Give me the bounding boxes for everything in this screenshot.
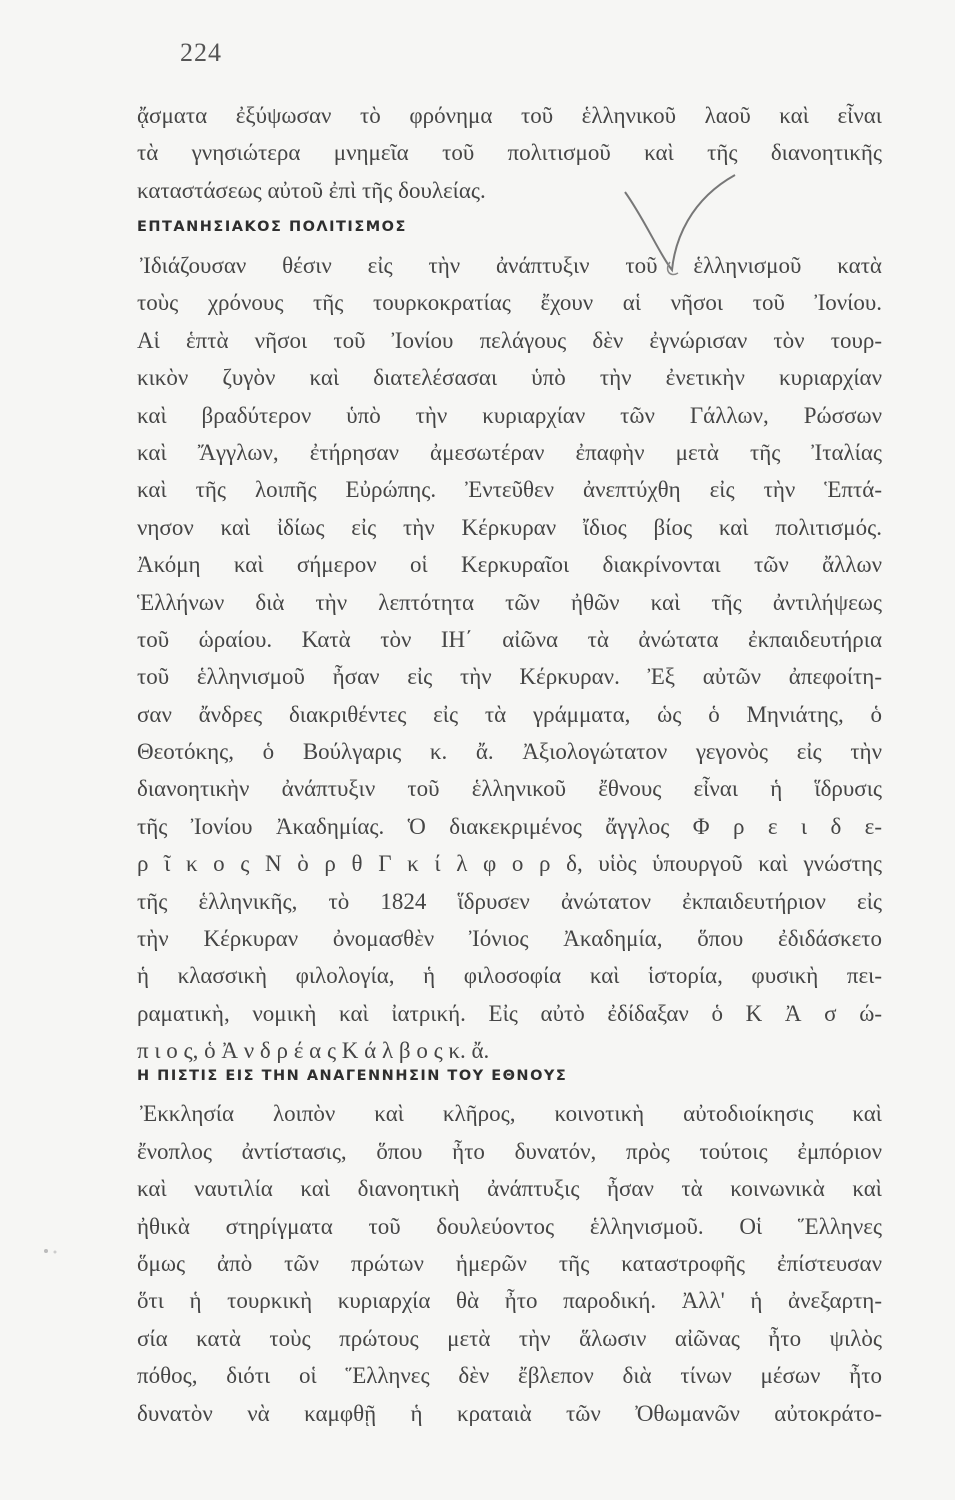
text-line: πόθος, διότι οἱ Ἕλληνες δὲν ἔβλεπον διὰ τίνων μέσων ἦτο (137, 1363, 882, 1389)
text-line: ᾄσματα ἐξύψωσαν τὸ φρόνημα τοῦ ἑλληνικοῦ λαοῦ καὶ εἶναι (137, 103, 882, 128)
text-line: τοῦ ἑλληνισμοῦ ἦσαν εἰς τὴν Κέρκυραν. Ἐξ αὐτῶν ἀπεφοίτη- (137, 664, 882, 690)
text-line: Ἀκόμη καὶ σήμερον οἱ Κερκυραῖοι διακρίνονται τῶν ἄλλων (137, 552, 882, 578)
paragraph-heptanese (137, 247, 882, 1070)
text-line: τῆς ἑλληνικῆς, τὸ 1824 ἵδρυσεν ἀνώτατον ἐκπαιδευτήριον εἰς (137, 888, 882, 914)
text-line: σαν ἄνδρες διακριθέντες εἰς τὰ γράμματα, ὡς ὁ Μηνιάτης, ὁ (137, 701, 882, 727)
text-line: ραματικὴ, νομικὴ καὶ ἰατρική. Εἰς αὐτὸ ἐδίδαξαν ὁ Κ Ἀ σ ώ- (137, 1000, 882, 1026)
text-line: διανοητικὴν ἀνάπτυξιν τοῦ ἑλληνικοῦ ἔθνους εἶναι ἡ ἵδρυσις (137, 776, 882, 802)
text-line: π ι ο ς, ὁ Ἀ ν δ ρ έ α ς Κ ά λ β ο ς κ. ἄ. (137, 1038, 490, 1064)
text-line: καὶ Ἄγγλων, ἐτήρησαν ἀμεσωτέραν ἐπαφὴν μετὰ τῆς Ἰταλίας (137, 439, 882, 465)
text-line: ἠθικὰ στηρίγματα τοῦ δουλεύοντος ἑλληνισμοῦ. Οἱ Ἕλληνες (137, 1213, 882, 1239)
text-line: κικὸν ζυγὸν καὶ διατελέσασαι ὑπὸ τὴν ἐνετικὴν κυριαρχίαν (137, 365, 882, 391)
text-line: καὶ βραδύτερον ὑπὸ τὴν κυριαρχίαν τῶν Γάλλων, Ρώσσων (137, 402, 882, 428)
text-line: ἔνοπλος ἀντίστασις, ὅπου ἦτο δυνατόν, πρὸς τούτοις ἐμπόριον (137, 1138, 882, 1164)
text-line: τῆς Ἰονίου Ἀκαδημίας. Ὁ διακεκριμένος ἄγγλος Φ ρ ε ι δ ε- (137, 813, 882, 839)
text-line: Θεοτόκης, ὁ Βούλγαρις κ. ἄ. Ἀξιολογώτατον γεγονὸς εἰς τὴν (137, 739, 882, 765)
text-line: Ἑλλήνων διὰ τὴν λεπτότητα τῶν ἠθῶν καὶ τῆς ἀντιλήψεως (137, 589, 882, 615)
text-line: καταστάσεως αὐτοῦ ἐπὶ τῆς δουλείας. (137, 177, 486, 203)
text-line: ρ ῖ κ ο ς Ν ὸ ρ θ Γ κ ί λ φ ο ρ δ, υἱὸς ὑπουργοῦ καὶ γνώστης (137, 851, 882, 877)
text-line: νησον καὶ ἰδίως εἰς τὴν Κέρκυραν ἴδιος βίος καὶ πολιτισμός. (137, 514, 882, 540)
section-heading-faith: Η ΠΙΣΤΙΣ ΕΙΣ ΤΗΝ ΑΝΑΓΕΝΝΗΣΙΝ ΤΟΥ ΕΘΝΟΥΣ (137, 1068, 568, 1084)
text-line: τοὺς χρόνους τῆς τουρκοκρατίας ἔχουν αἱ νῆσοι τοῦ Ἰονίου. (137, 290, 882, 316)
text-line: Ἰδιάζουσαν θέσιν εἰς τὴν ἀνάπτυξιν τοῦ ἑλληνισμοῦ κατὰ (140, 253, 882, 278)
text-line: καὶ τῆς λοιπῆς Εὐρώπης. Ἐντεῦθεν ἀνεπτύχθη εἰς τὴν Ἑπτά- (137, 477, 882, 503)
text-line: Ἐκκλησία λοιπὸν καὶ κλῆρος, κοινοτικὴ αὐτοδιοίκησις καὶ (140, 1101, 882, 1127)
paragraph-faith-rebirth (137, 1058, 882, 1432)
text-line: τοῦ ὡραίου. Κατὰ τὸν ΙΗ΄ αἰῶνα τὰ ἀνώτατα ἐκπαιδευτήρια (137, 626, 882, 652)
text-line: καὶ ναυτιλία καὶ διανοητικὴ ἀνάπτυξις ἦσαν τὰ κοινωνικὰ καὶ (137, 1176, 882, 1202)
text-line: τὰ γνησιώτερα μνημεῖα τοῦ πολιτισμοῦ καὶ τῆς διανοητικῆς (137, 140, 882, 166)
text-line: ἡ κλασσικὴ φιλολογία, ἡ φιλοσοφία καὶ ἱστορία, φυσικὴ πει- (137, 963, 882, 989)
text-line: ὅτι ἡ τουρκικὴ κυριαρχία θὰ ἦτο παροδική. Ἀλλ' ἡ ἀνεξαρτη- (137, 1288, 882, 1314)
text-line: τὴν Κέρκυραν ὀνομασθὲν Ἰόνιος Ἀκαδημία, ὅπου ἐδιδάσκετο (137, 926, 882, 952)
section-heading-heptanese: ΕΠΤΑΝΗΣΙΑΚΟΣ ΠΟΛΙΤΙΣΜΟΣ (137, 219, 407, 236)
paragraph-continuation (137, 97, 882, 247)
page-smudge (40, 1245, 70, 1257)
text-line: Αἱ ἑπτὰ νῆσοι τοῦ Ἰονίου πελάγους δὲν ἐγνώρισαν τὸν τουρ- (137, 327, 882, 353)
text-line: ὅμως ἀπὸ τῶν πρώτων ἡμερῶν τῆς καταστροφῆς ἐπίστευσαν (137, 1250, 882, 1276)
text-line: δυνατὸν νὰ καμφθῇ ἡ κραταιὰ τῶν Ὀθωμανῶν αὐτοκράτο- (137, 1400, 882, 1426)
page-number: 224 (180, 38, 222, 67)
text-line: σία κατὰ τοὺς πρώτους μετὰ τὴν ἅλωσιν αἰῶνας ἦτο ψιλὸς (137, 1325, 882, 1351)
